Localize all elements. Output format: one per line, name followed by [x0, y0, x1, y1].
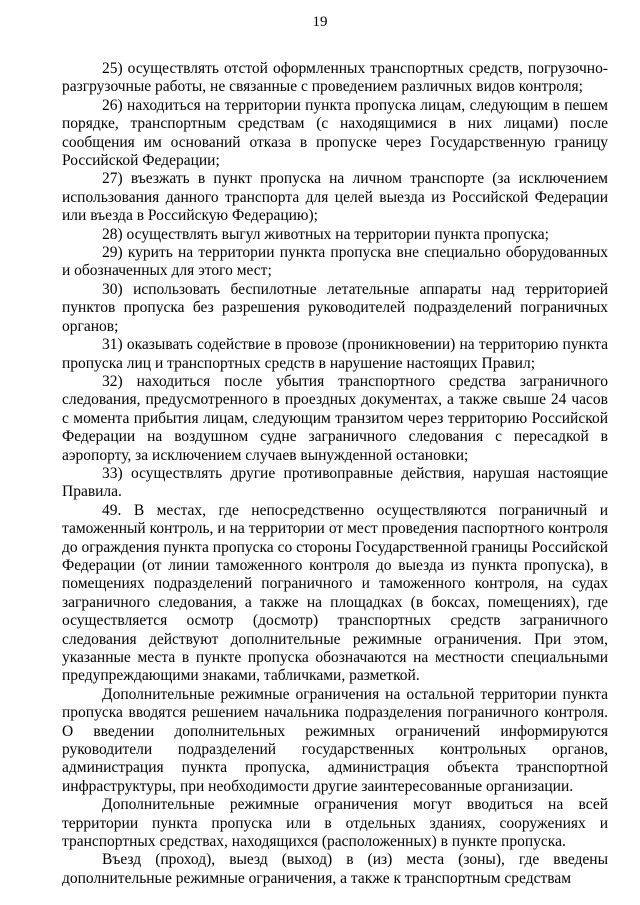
item-30: 30) использовать беспилотные летательные аппараты над территорией пунктов пропуска без разрешения руководителей подразделений пограничных органов;	[62, 280, 608, 335]
paragraph-additional-restrictions: Дополнительные режимные ограничения на остальной территории пункта пропуска вводятся решением начальника подразделения пограничного контроля. О введении дополнительных режимных ограничений информируются руководители подразделений государственных контрольных органов, администрация пункта пропуска, администрация объекта транспортной инфраструктуры, при необходимости другие заинтересованные организации.	[62, 685, 608, 795]
paragraph-restriction-scope: Дополнительные режимные ограничения могут вводиться на всей территории пункта пропуска или в отдельных зданиях, сооружениях и транспортных средствах, находящихся (расположенных) в пункте пропуска.	[62, 796, 608, 851]
item-33: 33) осуществлять другие противоправные действия, нарушая настоящие Правила.	[62, 464, 608, 501]
item-28: 28) осуществлять выгул животных на территории пункта пропуска;	[102, 225, 549, 243]
page-number: 19	[312, 14, 328, 30]
item-31: 31) оказывать содействие в провозе (проникновении) на территорию пункта пропуска лиц и транспортных средств в нарушение настоящих Правил;	[62, 336, 608, 372]
item-26: 26) находиться на территории пункта пропуска лицам, следующим в пешем порядке, транспортным средствам (с находящимися в них лицами) после сообщения им оснований отказа в пропуске через Государственную границу Российской Федерации;	[62, 96, 608, 170]
item-27: 27) въезжать в пункт пропуска на личном транспорте (за исключением использования данного транспорта для целей выезда из Российской Федерации или въезда в Российскую Федерацию);	[62, 170, 608, 225]
paragraph-entry-exit: Въезд (проход), выезд (выход) в (из) места (зоны), где введены дополнительные режимные ограничения, а также к транспортным средствам	[62, 851, 608, 887]
item-25: 25) осуществлять отстой оформленных транспортных средств, погрузочно-разгрузочные работы, не связанные с проведением различных видов контроля;	[62, 60, 608, 96]
section-49: 49. В местах, где непосредственно осуществляются пограничный и таможенный контроль, и на территории от мест проведения паспортного контроля до ограждения пункта пропуска со стороны Государственной границы Российской Федерации (от линии таможенного контроля до выезда из пункта пропуска), в помещениях подразделений пограничного и таможенного контроля, на судах заграничного следования, а также на площадках (в боксах, помещениях), где осуществляется осмотр (досмотр) транспортных средств заграничного следования действуют дополнительные режимные ограничения. При этом, указанные места в пункте пропуска обозначаются на местности специальными предупреждающими знаками, табличками, разметкой.	[62, 501, 608, 685]
document-body	[62, 60, 608, 888]
item-29: 29) курить на территории пункта пропуска вне специально оборудованных и обозначенных для этого мест;	[62, 244, 608, 280]
item-32: 32) находиться после убытия транспортного средства заграничного следования, предусмотренного в проездных документах, а также свыше 24 часов с момента прибытия лицам, следующим транзитом через территорию Российской Федерации на воздушном судне заграничного следования с пересадкой в аэропорту, за исключением случаев вынужденной остановки;	[62, 372, 608, 464]
